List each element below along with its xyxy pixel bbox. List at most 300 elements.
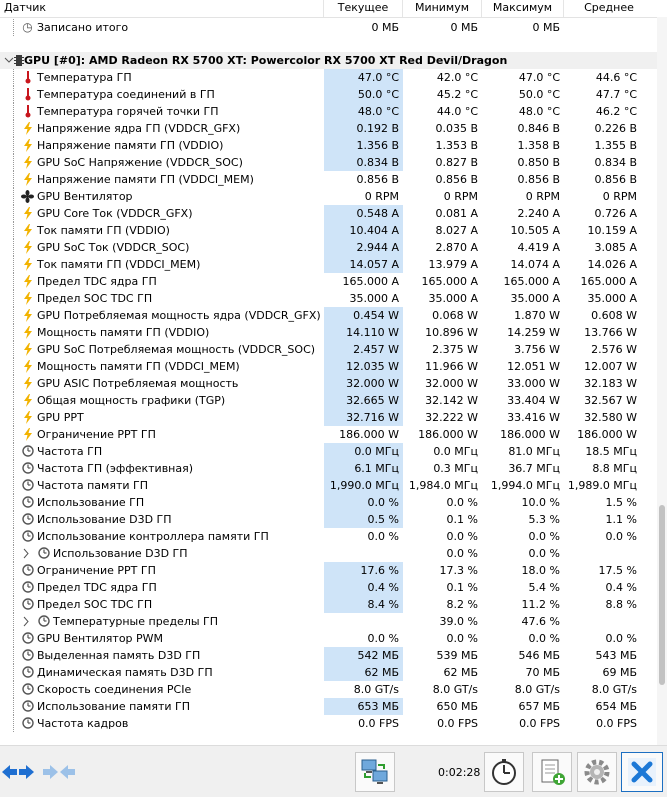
value-max: 0.0 % (528, 632, 560, 645)
tree-line (13, 375, 15, 392)
sensor-label: Ток памяти ГП (VDDIO) (37, 224, 170, 237)
gpu-group-title: GPU [#0]: AMD Radeon RX 5700 XT: Powercolor RX 5700 XT Red Devil/Dragon (24, 54, 508, 67)
sensor-row[interactable] (0, 273, 657, 290)
tree-line (13, 290, 15, 307)
value-max: 0.0 % (528, 530, 560, 543)
tree-line (13, 681, 15, 698)
sensor-row[interactable] (0, 460, 657, 477)
value-min: 35.000 A (428, 292, 478, 305)
value-avg (564, 19, 641, 36)
bolt-icon (21, 241, 34, 254)
value-current: 0.4 % (324, 579, 403, 596)
value-avg: 8.8 % (605, 598, 637, 611)
value-current: 8.4 % (324, 596, 403, 613)
sensor-label: Предел TDC ядра ГП (37, 275, 157, 288)
value-max: 81.0 МГц (508, 445, 560, 458)
sensor-row[interactable] (0, 426, 657, 443)
sensor-label: Мощность памяти ГП (VDDCI_MEM) (37, 360, 240, 373)
tree-line (13, 596, 15, 613)
header-sensor[interactable]: Датчик (0, 0, 324, 17)
value-avg (564, 613, 641, 630)
sensor-row[interactable] (0, 307, 657, 324)
value-min: 1,984.0 МГц (408, 479, 478, 492)
value-avg: 0.226 В (594, 122, 637, 135)
value-current: 8.0 GT/s (353, 683, 399, 696)
value-max: 50.0 °C (518, 88, 560, 101)
tree-line (13, 630, 15, 647)
collapse-arrows-icon (42, 762, 76, 782)
value-current: 1.356 В (324, 137, 403, 154)
value-current: 186.000 W (339, 428, 399, 441)
value-current: 17.6 % (324, 562, 403, 579)
value-current: 14.057 A (324, 256, 403, 273)
value-min: 0.0 % (446, 547, 478, 560)
value-max: 0.856 В (517, 173, 560, 186)
tree-line (13, 205, 15, 222)
value-avg: 1.1 % (605, 513, 637, 526)
value-max: 18.0 % (521, 564, 560, 577)
sensor-label: Записано итого (37, 21, 129, 34)
close-icon (627, 757, 657, 787)
sensor-label: Выделенная память D3D ГП (37, 649, 201, 662)
column-header (0, 0, 667, 18)
sensor-label: Температура соединений в ГП (37, 88, 215, 101)
value-max: 5.4 % (528, 581, 560, 594)
tree-line (13, 273, 15, 290)
reset-arrows-button[interactable] (40, 752, 78, 792)
value-max: 12.051 W (507, 360, 560, 373)
clock-icon (21, 598, 34, 611)
sensor-row-total-written[interactable] (0, 19, 657, 36)
close-button[interactable] (621, 752, 663, 792)
tree-line (13, 86, 15, 103)
value-current: 47.0 °C (324, 69, 403, 86)
value-current: 14.110 W (324, 324, 403, 341)
value-min: 0 МБ (450, 21, 478, 34)
tree-line (13, 137, 15, 154)
sensor-label: Температурные пределы ГП (53, 615, 219, 628)
value-min: 42.0 °C (436, 71, 478, 84)
clock-icon (21, 717, 34, 730)
sensor-row[interactable] (0, 681, 657, 698)
clock-icon (21, 496, 34, 509)
bolt-icon (21, 207, 34, 220)
clock-icon (21, 581, 34, 594)
sensor-label: Использование ГП (37, 496, 145, 509)
value-avg: 0.0 FPS (596, 717, 637, 730)
scrollbar-thumb[interactable] (659, 505, 665, 685)
value-avg: 35.000 A (587, 292, 637, 305)
value-max: 657 МБ (518, 700, 560, 713)
value-min: 0.1 % (446, 581, 478, 594)
sensor-row[interactable] (0, 239, 657, 256)
value-current: 0.0 % (324, 494, 403, 511)
sensor-label: Использование D3D ГП (53, 547, 188, 560)
value-max: 0 RPM (525, 190, 560, 203)
sensor-label: Частота памяти ГП (37, 479, 148, 492)
value-min: 539 МБ (436, 649, 478, 662)
value-current: 0.454 W (324, 307, 403, 324)
sensor-label: Ток памяти ГП (VDDCI_MEM) (37, 258, 201, 271)
bolt-icon (21, 224, 34, 237)
value-max: 0.846 В (517, 122, 560, 135)
bolt-icon (21, 360, 34, 373)
tree-line (13, 392, 15, 409)
value-current: 50.0 °C (324, 86, 403, 103)
sensor-label: Предел SOC TDC ГП (37, 598, 153, 611)
network-computers-icon (360, 757, 390, 787)
sensor-label: Использование контроллера памяти ГП (37, 530, 269, 543)
sensor-label: GPU SoC Потребляемая мощность (VDDCR_SOC) (37, 343, 316, 356)
sensor-row[interactable] (0, 613, 657, 630)
value-max: 14.259 W (507, 326, 560, 339)
sensor-row[interactable] (0, 222, 657, 239)
clock-icon (37, 615, 50, 628)
vertical-scrollbar[interactable] (657, 17, 667, 745)
value-max: 11.2 % (521, 598, 560, 611)
value-current: 0.548 A (324, 205, 403, 222)
bolt-icon (21, 326, 34, 339)
sensor-label: GPU SoC Ток (VDDCR_SOC) (37, 241, 190, 254)
sensor-row[interactable] (0, 494, 657, 511)
tree-line (13, 154, 15, 171)
sensor-label: Частота кадров (37, 717, 129, 730)
value-max: 14.074 A (510, 258, 560, 271)
value-min: 2.375 W (432, 343, 478, 356)
value-min: 8.027 A (435, 224, 478, 237)
value-avg: 8.0 GT/s (591, 683, 637, 696)
value-min: 0.0 МГц (433, 445, 478, 458)
clock-icon (21, 700, 34, 713)
value-avg: 18.5 МГц (585, 445, 637, 458)
bolt-icon (21, 275, 34, 288)
sensor-label: Общая мощность графики (TGP) (37, 394, 226, 407)
value-avg: 12.007 W (584, 360, 637, 373)
clock-icon: ◷ (22, 20, 33, 34)
clock-icon (21, 666, 34, 679)
elapsed-timer: 0:02:28 (438, 766, 481, 779)
value-max: 0 МБ (532, 21, 560, 34)
value-current: 35.000 A (349, 292, 399, 305)
clock-button[interactable] (484, 752, 524, 792)
tree-line (13, 698, 15, 715)
value-avg: 0.856 В (594, 173, 637, 186)
value-current: 0.834 В (324, 154, 403, 171)
sensor-row[interactable] (0, 86, 657, 103)
value-min: 13.979 A (428, 258, 478, 271)
value-current: 32.716 W (324, 409, 403, 426)
sensor-label: Ограничение PPT ГП (37, 428, 156, 441)
value-current: 0.0 % (367, 632, 399, 645)
stopwatch-icon (489, 757, 519, 787)
value-min: 0.3 МГц (433, 462, 478, 475)
bottom-toolbar (0, 745, 667, 797)
value-avg: 10.159 A (587, 224, 637, 237)
sensor-label: Ограничение PPT ГП (37, 564, 156, 577)
sensor-row[interactable] (0, 324, 657, 341)
value-min: 0.081 A (435, 207, 478, 220)
bolt-icon (21, 122, 34, 135)
sensor-row[interactable] (0, 562, 657, 579)
value-max: 33.404 W (507, 394, 560, 407)
sensor-row[interactable] (0, 256, 657, 273)
sensor-row[interactable] (0, 69, 657, 86)
report-add-icon (537, 757, 567, 787)
bolt-icon (21, 309, 34, 322)
sensor-label: Напряжение памяти ГП (VDDCI_MEM) (37, 173, 254, 186)
sensor-label: Частота ГП (эффективная) (37, 462, 194, 475)
settings-button[interactable] (577, 752, 617, 792)
sensor-row[interactable] (0, 137, 657, 154)
value-avg: 3.085 A (594, 241, 637, 254)
header-avg[interactable]: Среднее (584, 1, 634, 14)
value-max: 47.0 °C (518, 71, 560, 84)
value-avg: 186.000 W (577, 428, 637, 441)
gpu-group-header[interactable] (0, 52, 657, 69)
value-max: 546 МБ (518, 649, 560, 662)
value-min: 39.0 % (439, 615, 478, 628)
value-current: 32.000 W (324, 375, 403, 392)
tree-line (13, 239, 15, 256)
value-avg: 8.8 МГц (592, 462, 637, 475)
value-current (324, 613, 403, 630)
tree-line (13, 358, 15, 375)
sensor-row[interactable] (0, 103, 657, 120)
sensor-label: GPU Вентилятор (37, 190, 133, 203)
value-min: 0.856 В (435, 173, 478, 186)
value-max: 165.000 A (503, 275, 560, 288)
value-max: 70 МБ (525, 666, 560, 679)
value-avg: 165.000 A (580, 275, 637, 288)
value-max: 35.000 A (510, 292, 560, 305)
value-min: 32.222 W (425, 411, 478, 424)
sensor-label: GPU Вентилятор PWM (37, 632, 164, 645)
sensor-row[interactable] (0, 715, 657, 732)
value-avg: 0.0 % (605, 530, 637, 543)
value-avg: 69 МБ (602, 666, 637, 679)
value-current: 0.0 % (367, 530, 399, 543)
sensor-row[interactable] (0, 375, 657, 392)
clock-icon (21, 632, 34, 645)
expand-chevron-icon[interactable] (21, 545, 31, 562)
value-avg: 543 МБ (595, 649, 637, 662)
tree-line (13, 120, 15, 137)
thermometer-icon (21, 105, 34, 118)
sensor-row[interactable] (0, 630, 657, 647)
value-min: 45.2 °C (436, 88, 478, 101)
bolt-icon (21, 377, 34, 390)
sensor-label: Температура ГП (37, 71, 132, 84)
tree-line (13, 477, 15, 494)
sensor-row[interactable] (0, 341, 657, 358)
value-min: 32.142 W (425, 394, 478, 407)
sensor-row[interactable] (0, 443, 657, 460)
sensor-row[interactable] (0, 698, 657, 715)
value-min: 186.000 W (418, 428, 478, 441)
gpu-sensor-rows (0, 69, 657, 732)
sensor-row[interactable] (0, 596, 657, 613)
value-max: 186.000 W (500, 428, 560, 441)
sensor-row[interactable] (0, 647, 657, 664)
clock-icon (21, 462, 34, 475)
value-avg: 0.726 A (594, 207, 637, 220)
tree-line (13, 579, 15, 596)
sensor-row[interactable] (0, 664, 657, 681)
value-current: 12.035 W (324, 358, 403, 375)
gear-icon (582, 757, 612, 787)
value-avg: 0.608 W (591, 309, 637, 322)
value-max: 2.240 A (517, 207, 560, 220)
sensor-label: Напряжение памяти ГП (VDDIO) (37, 139, 224, 152)
tree-line (13, 443, 15, 460)
tree-line (13, 528, 15, 545)
sensor-row[interactable] (0, 477, 657, 494)
thermometer-icon (21, 88, 34, 101)
sensor-label: Предел SOC TDC ГП (37, 292, 153, 305)
tree-line (13, 494, 15, 511)
value-min: 2.870 A (435, 241, 478, 254)
value-max: 33.000 W (507, 377, 560, 390)
value-avg (564, 545, 641, 562)
value-avg: 0.834 В (594, 156, 637, 169)
value-avg: 14.026 A (587, 258, 637, 271)
sensor-label: Частота ГП (37, 445, 103, 458)
value-current: 2.944 A (324, 239, 403, 256)
value-max: 4.419 A (517, 241, 560, 254)
sensor-row[interactable] (0, 205, 657, 222)
tree-line (13, 222, 15, 239)
tree-line (13, 545, 15, 562)
sensor-row[interactable] (0, 290, 657, 307)
value-max: 5.3 % (528, 513, 560, 526)
sensor-row[interactable] (0, 154, 657, 171)
thermometer-icon (21, 71, 34, 84)
sensor-row[interactable] (0, 392, 657, 409)
sensor-label: Динамическая память D3D ГП (37, 666, 213, 679)
nav-arrows-button[interactable] (0, 752, 36, 792)
value-current: 653 МБ (324, 698, 403, 715)
value-avg: 1.355 В (594, 139, 637, 152)
value-min: 1.353 В (435, 139, 478, 152)
clock-icon (21, 530, 34, 543)
value-avg: 32.567 W (584, 394, 637, 407)
value-avg: 47.7 °C (595, 88, 637, 101)
tree-line (13, 562, 15, 579)
value-min: 0.0 % (446, 632, 478, 645)
sensor-row[interactable] (0, 511, 657, 528)
sensor-label: GPU SoC Напряжение (VDDCR_SOC) (37, 156, 243, 169)
value-max: 0.850 В (517, 156, 560, 169)
value-avg: 0.0 % (605, 632, 637, 645)
sensor-row[interactable] (0, 120, 657, 137)
tree-line (13, 188, 15, 205)
value-min: 8.0 GT/s (432, 683, 478, 696)
tree-line (13, 256, 15, 273)
value-min: 165.000 A (421, 275, 478, 288)
sensor-label: Использование D3D ГП (37, 513, 172, 526)
value-min: 11.966 W (425, 360, 478, 373)
value-current: 0 МБ (371, 21, 399, 34)
bolt-icon (21, 139, 34, 152)
tree-line (13, 103, 15, 120)
value-current: 0.0 МГц (324, 443, 403, 460)
value-current: 62 МБ (324, 664, 403, 681)
sensor-label: Напряжение ядра ГП (VDDCR_GFX) (37, 122, 241, 135)
value-max: 48.0 °C (518, 105, 560, 118)
sensor-row[interactable] (0, 528, 657, 545)
tree-line (13, 324, 15, 341)
sensor-row[interactable] (0, 171, 657, 188)
clock-icon (21, 683, 34, 696)
value-current: 165.000 A (342, 275, 399, 288)
bolt-icon (21, 258, 34, 271)
bolt-icon (21, 343, 34, 356)
clock-icon (21, 479, 34, 492)
value-min: 0.0 % (446, 496, 478, 509)
value-max: 36.7 МГц (508, 462, 560, 475)
value-avg: 1,989.0 МГц (567, 479, 637, 492)
sensor-row[interactable] (0, 358, 657, 375)
value-min: 0 RPM (443, 190, 478, 203)
tree-line (13, 664, 15, 681)
sensor-label: Предел TDC ядра ГП (37, 581, 157, 594)
value-current: 542 МБ (324, 647, 403, 664)
clock-icon (21, 513, 34, 526)
tree-line (13, 341, 15, 358)
value-max: 3.756 W (514, 343, 560, 356)
tree-line (13, 426, 15, 443)
sensor-label: Мощность памяти ГП (VDDIO) (37, 326, 210, 339)
value-min: 0.0 % (446, 530, 478, 543)
sensor-row[interactable] (0, 188, 657, 205)
value-avg: 0 RPM (602, 190, 637, 203)
value-max: 33.416 W (507, 411, 560, 424)
sensor-row[interactable] (0, 545, 657, 562)
sensor-label: GPU Потребляемая мощность ядра (VDDCR_GFX) (37, 309, 321, 322)
value-min: 0.1 % (446, 513, 478, 526)
header-max[interactable]: Максимум (482, 0, 564, 17)
header-current[interactable]: Текущее (324, 0, 403, 17)
value-current: 10.404 A (324, 222, 403, 239)
value-min: 0.068 W (432, 309, 478, 322)
tree-line (13, 715, 15, 732)
header-min[interactable]: Минимум (403, 0, 482, 17)
value-current: 0.5 % (324, 511, 403, 528)
value-current: 0.0 FPS (358, 717, 399, 730)
value-max: 1.870 W (514, 309, 560, 322)
value-current: 48.0 °C (324, 103, 403, 120)
sensor-label: GPU PPT (37, 411, 84, 424)
sensor-row[interactable] (0, 579, 657, 596)
value-current: 0.856 В (356, 173, 399, 186)
value-min: 8.2 % (446, 598, 478, 611)
bolt-icon (21, 156, 34, 169)
value-avg: 654 МБ (595, 700, 637, 713)
bolt-icon (21, 411, 34, 424)
value-min: 10.896 W (425, 326, 478, 339)
value-max: 10.0 % (521, 496, 560, 509)
value-max: 0.0 FPS (519, 717, 560, 730)
tree-line (13, 511, 15, 528)
value-max: 8.0 GT/s (514, 683, 560, 696)
sensor-row[interactable] (0, 409, 657, 426)
bolt-icon (21, 394, 34, 407)
value-avg: 2.576 W (591, 343, 637, 356)
expand-chevron-icon[interactable] (21, 613, 31, 630)
add-report-button[interactable] (532, 752, 572, 792)
sensor-label: GPU Core Ток (VDDCR_GFX) (37, 207, 193, 220)
network-button[interactable] (355, 752, 395, 792)
